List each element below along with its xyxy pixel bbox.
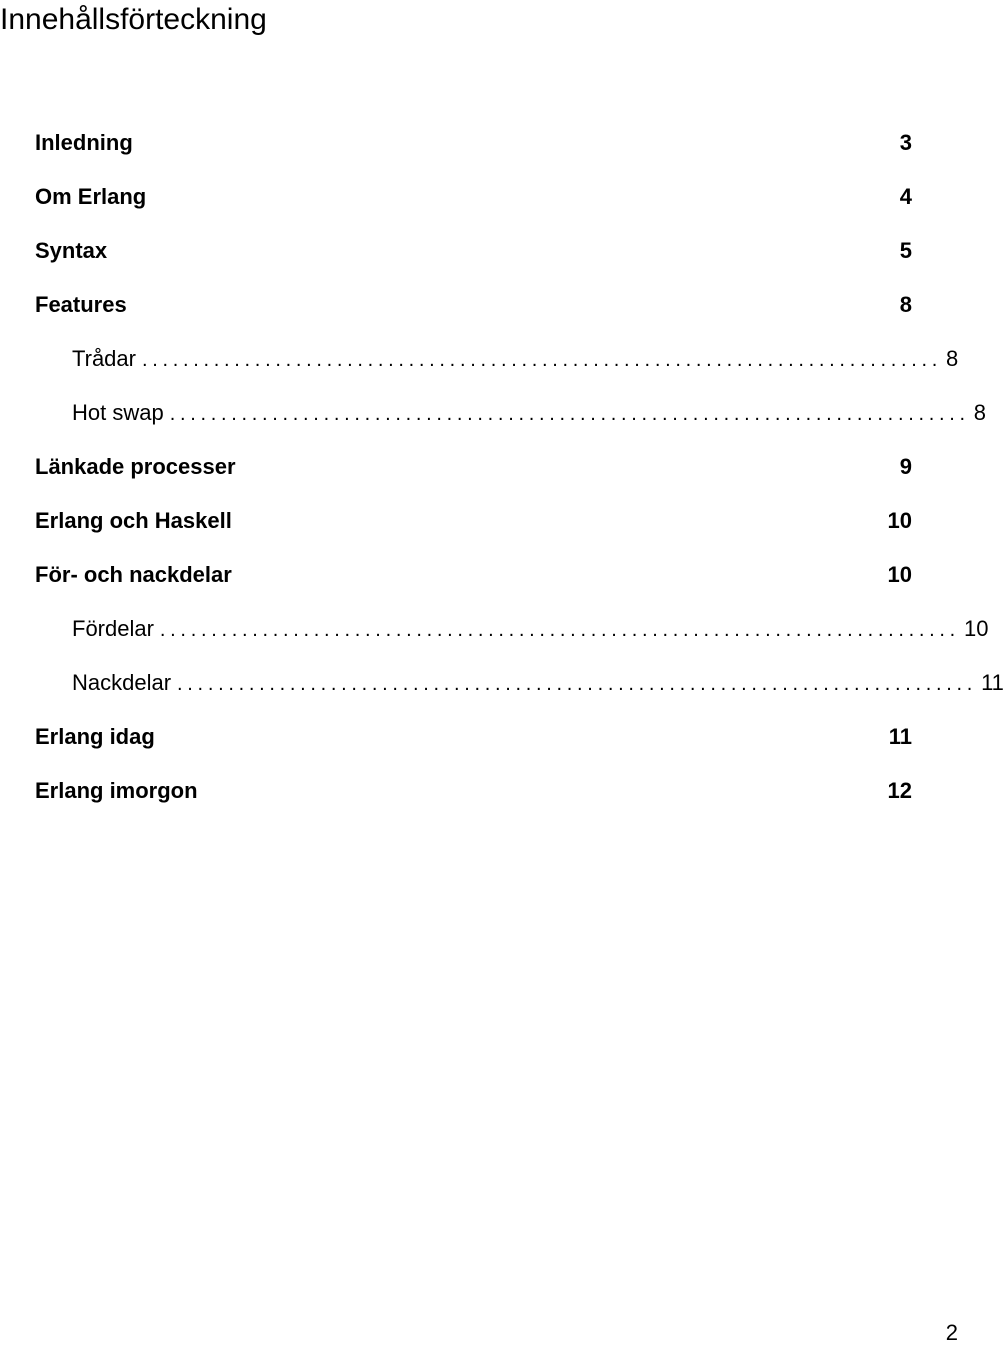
toc-entry-page: 3 — [899, 130, 912, 155]
toc-entry-erlang-imorgon[interactable] — [0, 776, 960, 806]
dot-leader: .............................................................................. — [169, 403, 970, 425]
toc-entry-page: 8 — [946, 346, 959, 371]
toc-entry-erlang-och-haskell[interactable] — [0, 506, 960, 536]
toc-entry-label: Trådar — [72, 346, 136, 371]
toc-entry-page: 10 — [887, 562, 912, 587]
toc-entry-syntax[interactable] — [0, 236, 960, 266]
dot-leader: .............................................................................. — [177, 673, 978, 695]
toc-entry-tradar[interactable] — [0, 344, 960, 374]
toc-entry-fordelar[interactable] — [0, 614, 989, 644]
dot-leader: .............................................................................. — [159, 619, 960, 641]
toc-entry-page: 10 — [963, 616, 989, 641]
toc-entry-label: Nackdelar — [72, 670, 172, 695]
toc-title: Innehållsförteckning — [0, 3, 267, 36]
toc-entry-page: 11 — [981, 670, 1004, 695]
toc-entry-label: Erlang och Haskell — [35, 508, 232, 533]
toc-entry-page: 11 — [888, 724, 912, 749]
toc-entry-features[interactable] — [0, 290, 960, 320]
toc-entry-page: 9 — [899, 454, 912, 479]
toc-entry-page: 8 — [899, 292, 912, 317]
toc-entry-label: Erlang idag — [35, 724, 155, 749]
toc-entry-lankade-processer[interactable] — [0, 452, 960, 482]
toc-entry-page: 5 — [899, 238, 912, 263]
toc-entry-inledning[interactable] — [0, 128, 960, 158]
toc-entry-page: 12 — [887, 778, 912, 803]
toc-entry-om-erlang[interactable] — [0, 182, 960, 212]
toc-entry-label: Hot swap — [72, 400, 164, 425]
toc-entry-page: 10 — [887, 508, 912, 533]
toc-entry-label: Features — [35, 292, 127, 317]
toc-entry-page: 8 — [973, 400, 986, 425]
toc-entry-label: Om Erlang — [35, 184, 147, 209]
toc-entry-label: Länkade processer — [35, 454, 236, 479]
toc-entry-erlang-idag[interactable] — [0, 722, 960, 752]
toc-entry-label: För- och nackdelar — [35, 562, 232, 587]
toc-entry-label: Fördelar — [72, 616, 154, 641]
toc-entry-label: Inledning — [35, 130, 133, 155]
toc-entry-label: Erlang imorgon — [35, 778, 198, 803]
toc-entry-page: 4 — [899, 184, 912, 209]
toc-entry-hot-swap[interactable] — [0, 398, 986, 428]
toc-entry-for-och-nackdelar[interactable] — [0, 560, 960, 590]
dot-leader: .............................................................................. — [141, 349, 943, 371]
toc-entry-label: Syntax — [35, 238, 108, 263]
page-number: 2 — [945, 1320, 958, 1345]
toc-entry-nackdelar[interactable] — [0, 668, 1004, 698]
